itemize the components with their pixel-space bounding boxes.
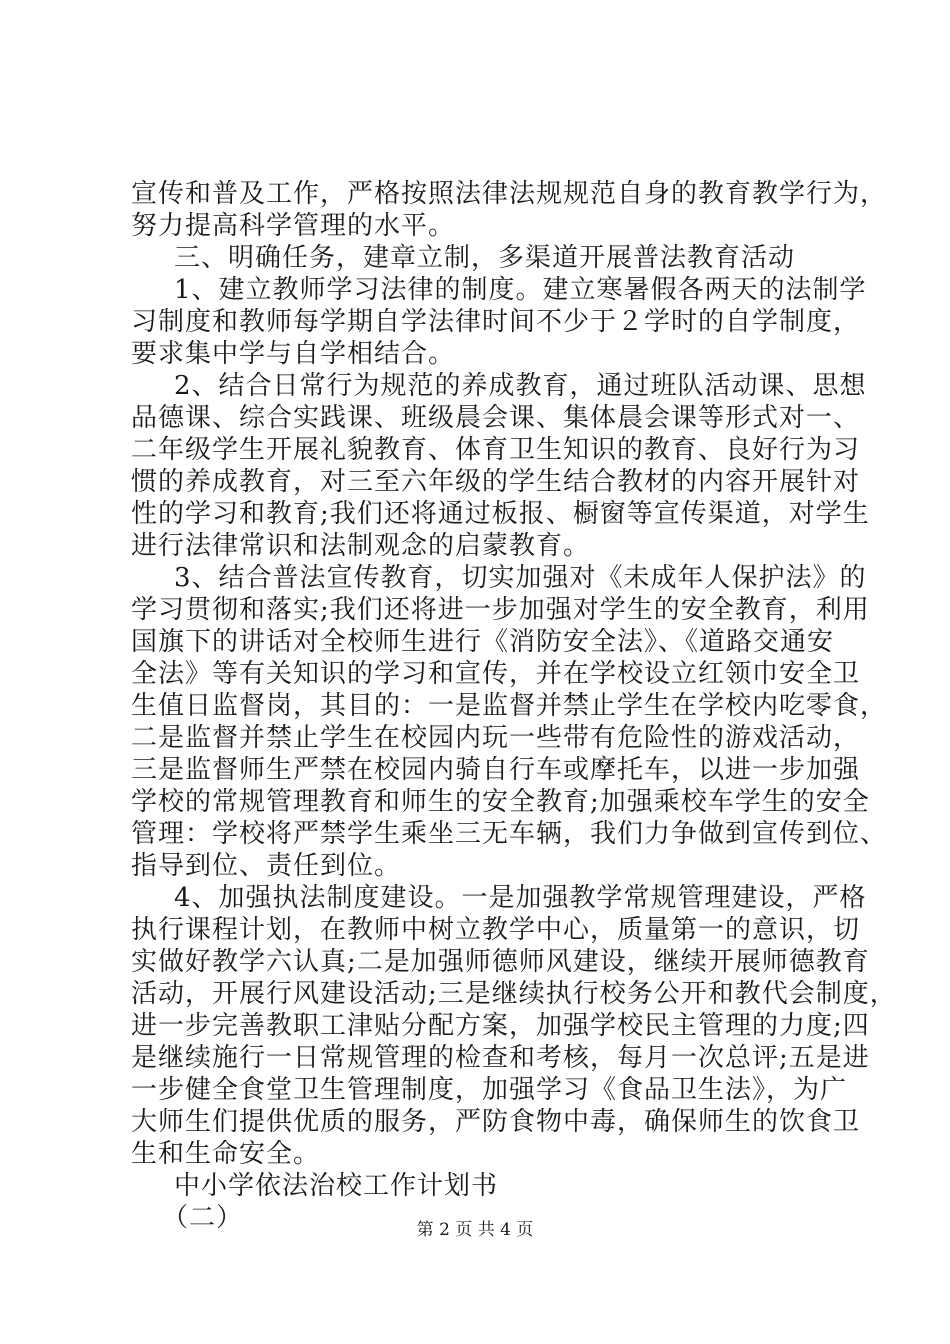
body-text-line: 生值日监督岗，其目的：一是监督并禁止学生在学校内吃零食， (131, 691, 888, 721)
body-text-line: 管理：学校将严禁学生乘坐三无车辆，我们力争做到宣传到位、 (131, 819, 888, 849)
body-text-line: 实做好教学六认真;二是加强师德师风建设，继续开展师德教育 (131, 947, 870, 977)
body-text-line: 进行法律常识和法制观念的启蒙教育。 (131, 531, 591, 561)
body-text-line: 活动，开展行风建设活动;三是继续执行校务公开和教代会制度， (131, 979, 897, 1009)
body-text-line: 二是监督并禁止学生在校园内玩一些带有危险性的游戏活动， (131, 723, 861, 753)
body-text-line: 努力提高科学管理的水平。 (131, 211, 456, 241)
body-text-line: 习制度和教师每学期自学法律时间不少于２学时的自学制度， (131, 307, 861, 337)
body-text-line: 大师生们提供优质的服务，严防食物中毒，确保师生的饮食卫 (131, 1107, 861, 1137)
body-text-line: 一步健全食堂卫生管理制度，加强学习《食品卫生法》，为广 (131, 1075, 848, 1105)
body-text-line: 1、建立教师学习法律的制度。建立寒暑假各两天的法制学 (174, 275, 867, 305)
body-text-line: 宣传和普及工作，严格按照法律法规规范自身的教育教学行为， (131, 179, 888, 209)
body-text-line: 三是监督师生严禁在校园内骑自行车或摩托车，以进一步加强 (131, 755, 861, 785)
body-text-line: 是继续施行一日常规管理的检查和考核，每月一次总评;五是进 (131, 1043, 870, 1073)
body-text-line: 惯的养成教育，对三至六年级的学生结合教材的内容开展针对 (131, 467, 861, 497)
body-text-line: 学校的常规管理教育和师生的安全教育;加强乘校车学生的安全 (131, 787, 870, 817)
document-subtitle: 中小学依法治校工作计划书 (174, 1171, 499, 1201)
body-text-line: 执行课程计划，在教师中树立教学中心，质量第一的意识，切 (131, 915, 861, 945)
body-text-line: 3、结合普法宣传教育，切实加强对《未成年人保护法》的 (174, 563, 867, 593)
body-text-line: 要求集中学与自学相结合。 (131, 339, 456, 369)
section-heading: 三、明确任务，建章立制，多渠道开展普法教育活动 (174, 243, 796, 273)
body-text-line: 2、结合日常行为规范的养成教育，通过班队活动课、思想 (174, 371, 867, 401)
page-footer: 第 2 页 共 4 页 (416, 1220, 534, 1240)
body-text-line: 国旗下的讲话对全校师生进行《消防安全法》、《道路交通安 (131, 627, 835, 657)
body-text-line: 性的学习和教育;我们还将通过板报、橱窗等宣传渠道，对学生 (131, 499, 870, 529)
body-text-line: 指导到位、责任到位。 (131, 851, 402, 881)
document-section-number: （二） (162, 1203, 244, 1233)
body-text-line: 学习贯彻和落实;我们还将进一步加强对学生的安全教育，利用 (131, 595, 870, 625)
body-text-line: 生和生命安全。 (131, 1139, 321, 1169)
body-text-line: 全法》等有关知识的学习和宣传，并在学校设立红领巾安全卫 (131, 659, 861, 689)
body-text-line: 进一步完善教职工津贴分配方案，加强学校民主管理的力度;四 (131, 1011, 870, 1041)
body-text-line: 品德课、综合实践课、班级晨会课、集体晨会课等形式对一、 (131, 403, 861, 433)
body-text-line: 二年级学生开展礼貌教育、体育卫生知识的教育、良好行为习 (131, 435, 861, 465)
body-text-line: 4、加强执法制度建设。一是加强教学常规管理建设，严格 (174, 883, 867, 913)
